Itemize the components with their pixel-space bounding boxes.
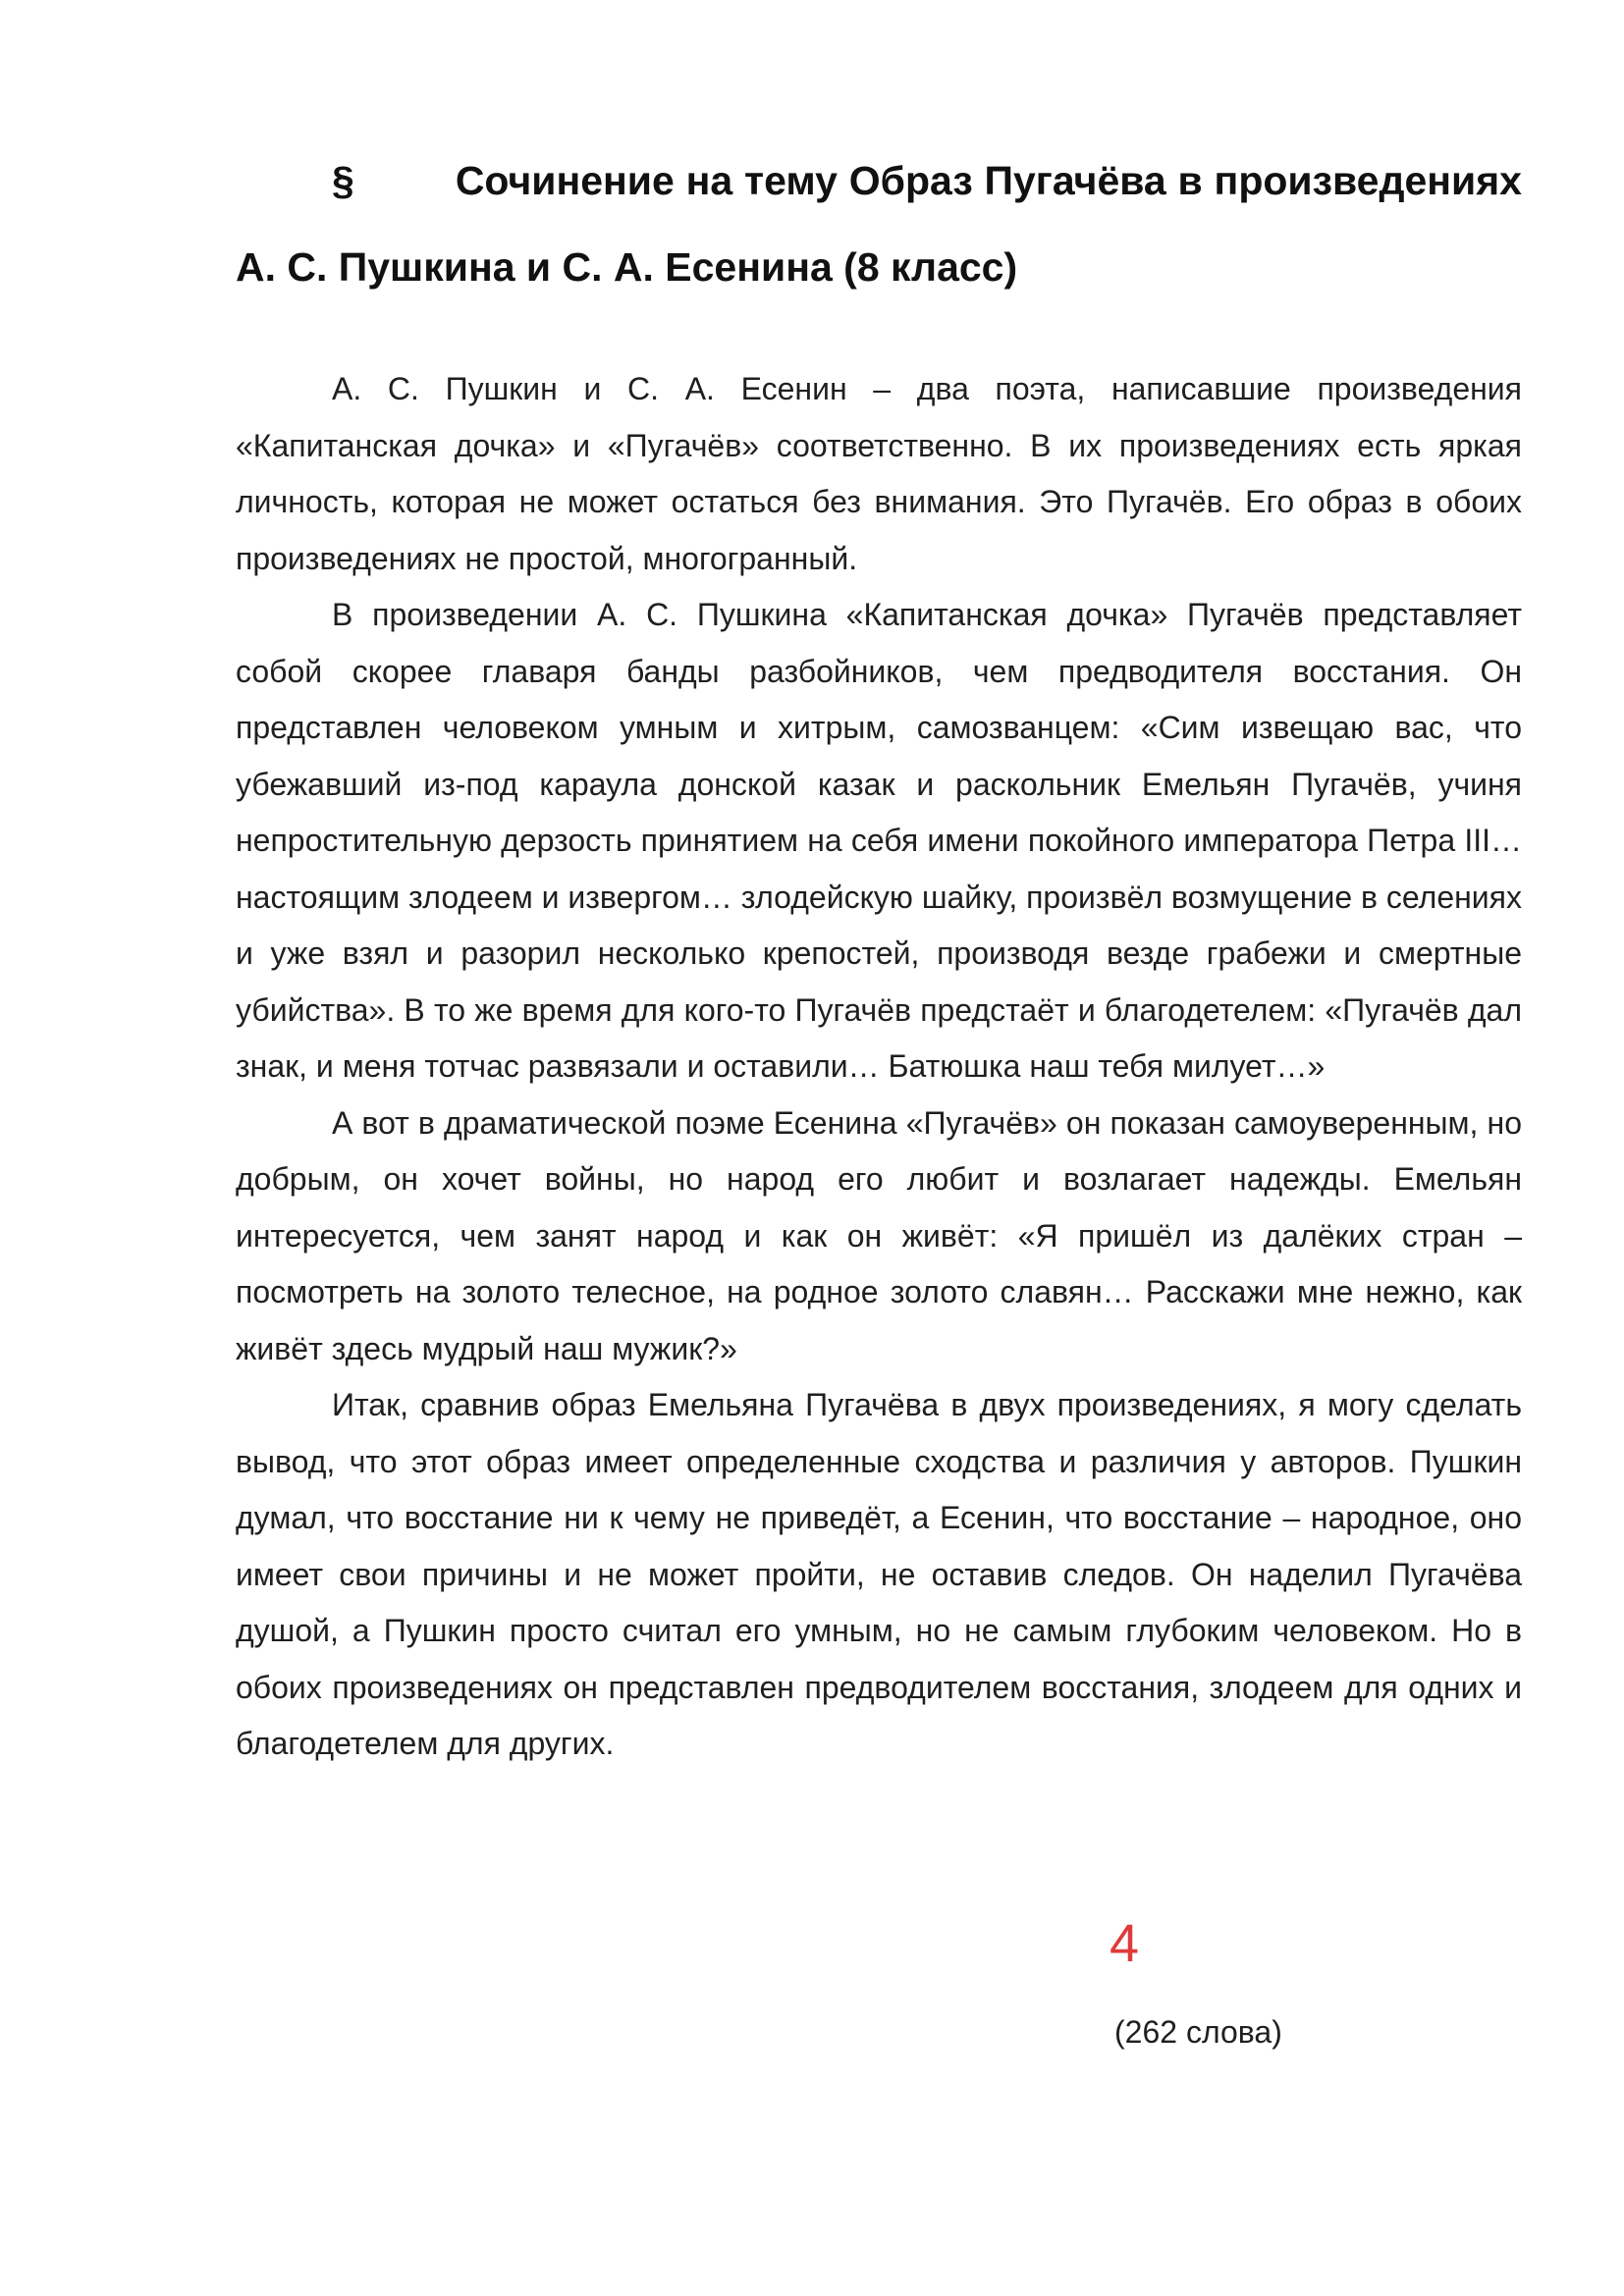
essay-paragraph-1: А. С. Пушкин и С. А. Есенин – два поэта, написавшие произведения «Капитанская дочка» и «Пугачёв» соответственно. В их произведениях есть яркая личность, которая не может остаться без внимания. Это Пугачёв. Его образ в обоих произведениях не простой, многогранный.: [236, 371, 1522, 576]
document-page: [236, 137, 1522, 1773]
word-count: (262 слова): [1114, 2014, 1282, 2050]
section-symbol: §: [332, 158, 354, 203]
essay-title-text: Сочинение на тему Образ Пугачёва в произведениях А. С. Пушкина и С. А. Есенина (8 класс): [236, 158, 1522, 290]
essay-title: [236, 137, 1522, 310]
essay-paragraph-3: А вот в драматической поэме Есенина «Пугачёв» он показан самоуверенным, но добрым, он хочет войны, но народ его любит и возлагает надежды. Емельян интересуется, чем занят народ и как он живёт: «Я пришёл из далёких стран – посмотреть на золото телесное, на родное золото славян… Расскажи мне нежно, как живёт здесь мудрый наш мужик?»: [236, 1104, 1522, 1366]
grade-mark: 4: [1110, 1914, 1140, 1973]
essay-paragraph-4: Итак, сравнив образ Емельяна Пугачёва в двух произведениях, я могу сделать вывод, что этот образ имеет определенные сходства и различия у авторов. Пушкин думал, что восстание ни к чему не приведёт, а Есенин, что восстание – народное, оно имеет свои причины и не может пройти, не оставив следов. Он наделил Пугачёва душой, а Пушкин просто считал его умным, но не самым глубоким человеком. Но в обоих произведениях он представлен предводителем восстания, злодеем для одних и благодетелем для других.: [236, 1387, 1522, 1761]
essay-paragraph-2: В произведении А. С. Пушкина «Капитанская дочка» Пугачёв представляет собой скорее главаря банды разбойников, чем предводителя восстания. Он представлен человеком умным и хитрым, самозванцем: «Сим извещаю вас, что убежавший из-под караула донской казак и раскольник Емельян Пугачёв, учиня непростительную дерзость принятием на себя имени покойного императора Петра III… настоящим злодеем и извергом… злодейскую шайку, произвёл возмущение в селениях и уже взял и разорил несколько крепостей, производя везде грабежи и смертные убийства». В то же время для кого-то Пугачёв предстаёт и благодетелем: «Пугачёв дал знак, и меня тотчас развязали и оставили… Батюшка наш тебя милует…»: [236, 597, 1522, 1084]
